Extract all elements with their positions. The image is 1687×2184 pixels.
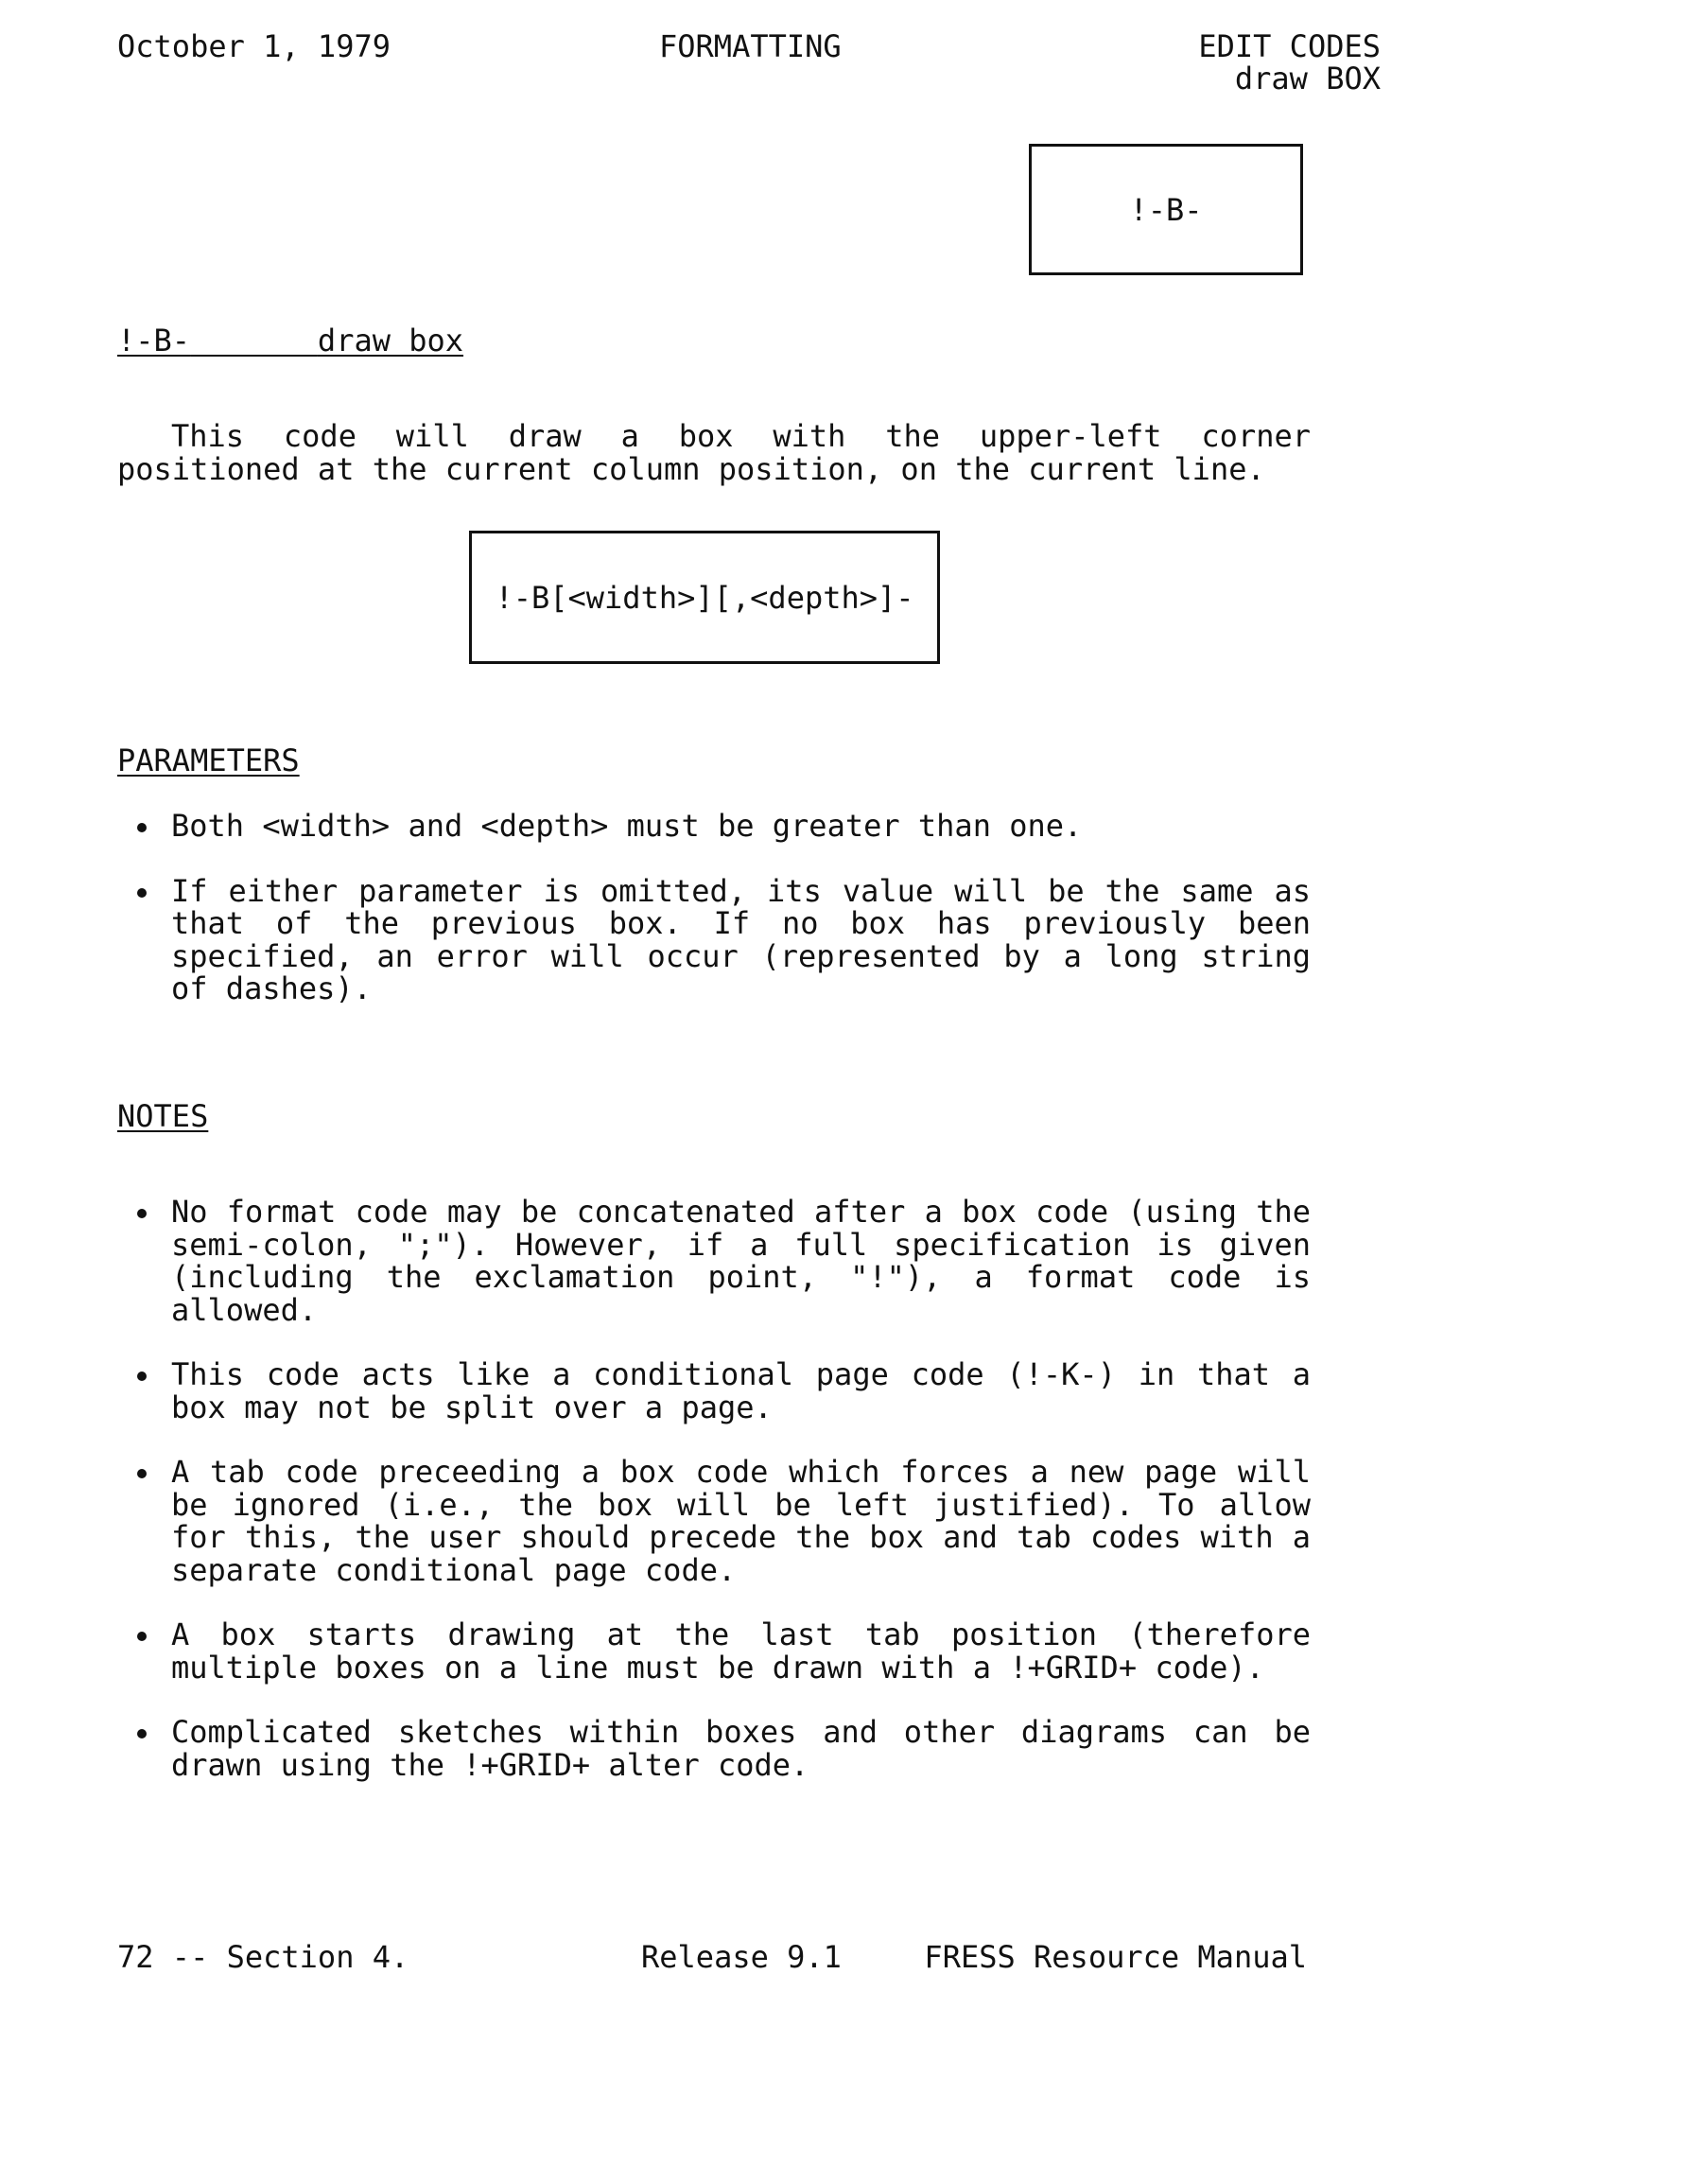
bullet-icon xyxy=(137,1469,147,1478)
syntax-box-label: !-B[<width>][,<depth>]- xyxy=(495,579,914,616)
note-item xyxy=(117,1196,1311,1326)
note-item-text: A tab code preceeding a box code which forces a new page will be ignored (i.e., the box will be left justified). To allow for this, the user should precede the box and tab codes with a separate conditional page code. xyxy=(171,1454,1311,1588)
bullet-icon xyxy=(137,1372,147,1381)
parameter-item-text: If either parameter is omitted, its value will be the same as that of the previous box. If no box has previously been specified, an error will occur (represented by a long string of dashes). xyxy=(171,872,1311,1006)
note-item xyxy=(117,1358,1311,1424)
code-heading-code: !-B- xyxy=(117,323,191,358)
note-item-text: No format code may be concatenated after a box code (using the semi-colon, ";"). However, if a full specification is given (including the exclamation point, "!"), a format code is allowed. xyxy=(171,1194,1311,1328)
bullet-icon xyxy=(137,1729,147,1738)
bullet-icon xyxy=(137,1632,147,1641)
notes-list xyxy=(117,1196,1311,1813)
parameter-item xyxy=(117,810,1311,843)
syntax-box xyxy=(469,531,940,664)
notes-heading: NOTES xyxy=(117,1098,209,1134)
header-section: FORMATTING xyxy=(659,28,842,64)
note-item xyxy=(117,1456,1311,1586)
parameters-heading: PARAMETERS xyxy=(117,743,300,778)
parameters-list xyxy=(117,810,1311,1038)
bullet-icon xyxy=(137,1209,147,1218)
note-item-text: This code acts like a conditional page code (!-K-) in that a box may not be split over a page. xyxy=(171,1356,1311,1425)
note-item-text: A box starts drawing at the last tab position (therefore multiple boxes on a line must be drawn with a !+GRID+ code). xyxy=(171,1616,1311,1686)
header-date: October 1, 1979 xyxy=(117,28,391,64)
footer-release: Release 9.1 xyxy=(641,1939,842,1975)
parameter-item xyxy=(117,872,1311,1006)
corner-code-box-label: !-B- xyxy=(1129,191,1203,228)
note-item xyxy=(117,1618,1311,1684)
header-category: EDIT CODES xyxy=(1198,28,1381,64)
bullet-icon xyxy=(137,823,147,832)
note-item-text: Complicated sketches within boxes and other diagrams can be drawn using the !+GRID+ alter code. xyxy=(171,1714,1311,1783)
footer-manual: FRESS Resource Manual xyxy=(924,1939,1307,1975)
note-item xyxy=(117,1716,1311,1781)
footer-page: 72 -- Section 4. xyxy=(117,1939,409,1975)
header-subtopic: draw BOX xyxy=(1234,61,1381,96)
parameter-item-text: Both <width> and <depth> must be greater than one. xyxy=(171,808,1083,844)
bullet-icon xyxy=(137,888,147,898)
intro-paragraph: This code will draw a box with the upper-left corner positioned at the current column position, on the current line. xyxy=(117,418,1311,487)
code-heading-title: draw box xyxy=(317,323,464,358)
code-heading xyxy=(117,324,463,357)
corner-code-box xyxy=(1029,144,1303,275)
